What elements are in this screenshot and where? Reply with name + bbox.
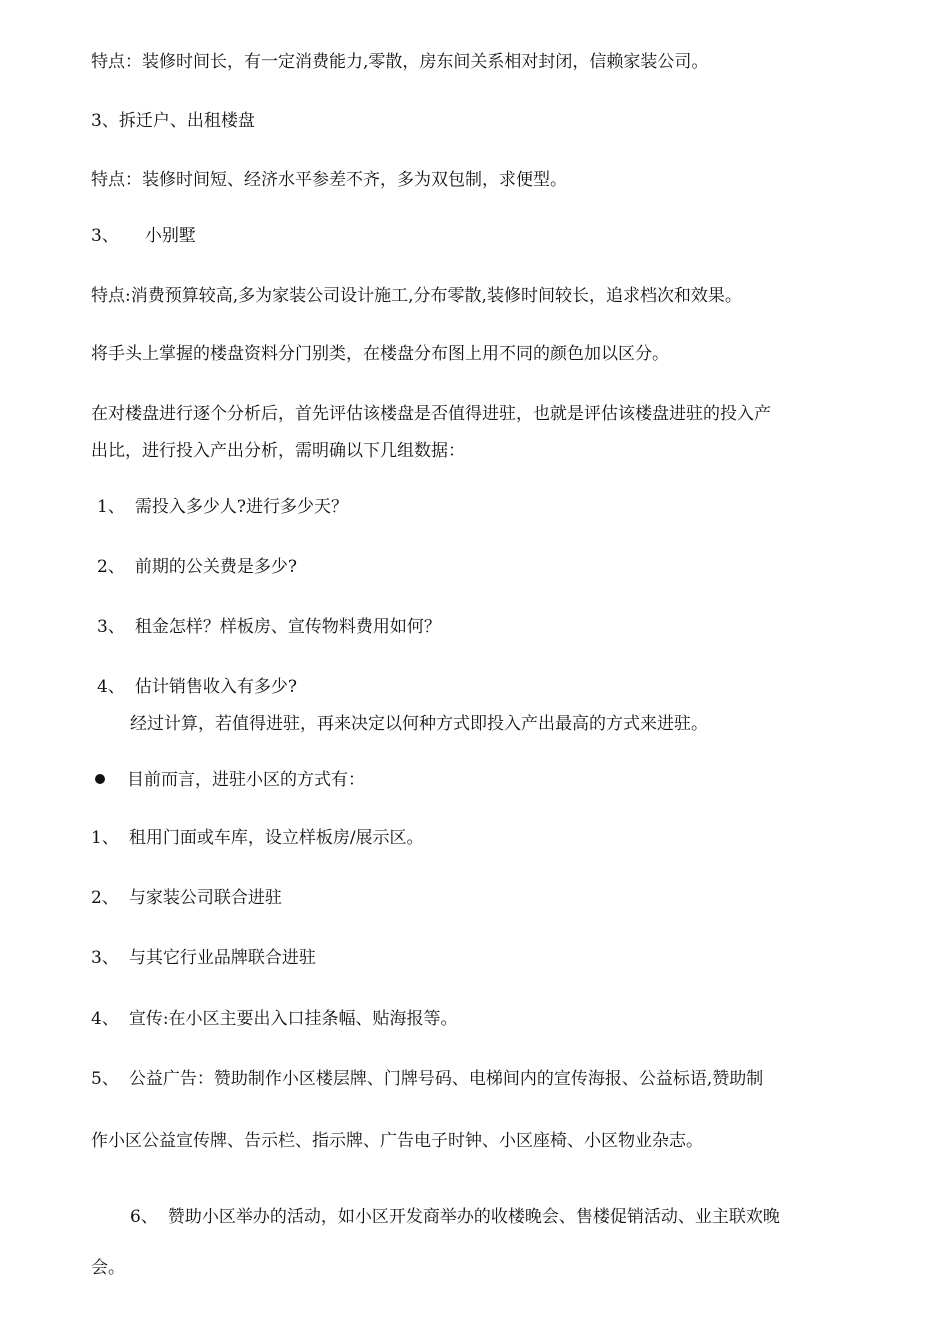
- bullet-text: 目前而言，进驻小区的方式有：: [127, 770, 365, 790]
- question-text: 前期的公关费是多少?: [134, 557, 297, 577]
- question-number: 2、: [97, 557, 125, 577]
- heading-villa: [91, 224, 196, 248]
- question-item: [97, 675, 297, 699]
- heading-number: 3、: [91, 226, 119, 246]
- paragraph-feature-1: 特点：装修时间长，有一定消费能力,零散，房东间关系相对封闭，信赖家装公司。: [91, 52, 709, 72]
- method-item: [130, 1205, 780, 1229]
- bullet-dot-icon: [95, 774, 105, 784]
- method-item-continuation: 会。: [91, 1258, 125, 1278]
- method-number: 2、: [91, 888, 119, 908]
- bullet-item: [91, 768, 365, 792]
- paragraph-classification: 将手头上掌握的楼盘资料分门别类，在楼盘分布图上用不同的颜色加以区分。: [91, 344, 669, 364]
- question-item: [97, 615, 441, 639]
- method-text: 宣传:在小区主要出入口挂条幅、贴海报等。: [128, 1009, 458, 1029]
- method-number: 6、: [130, 1207, 158, 1227]
- method-number: 1、: [91, 828, 119, 848]
- method-text: 与家装公司联合进驻: [128, 888, 282, 908]
- question-number: 1、: [97, 497, 125, 517]
- method-number: 4、: [91, 1009, 119, 1029]
- paragraph-decision: 经过计算，若值得进驻，再来决定以何种方式即投入产出最高的方式来进驻。: [130, 714, 708, 734]
- method-text: 租用门面或车库，设立样板房/展示区。: [128, 828, 424, 848]
- question-text: 租金怎样？样板房、宣传物料费用如何？: [134, 617, 441, 637]
- method-text: 赞助小区举办的活动，如小区开发商举办的收楼晚会、售楼促销活动、业主联欢晚: [167, 1207, 780, 1227]
- method-text: 公益广告：赞助制作小区楼层牌、门牌号码、电梯间内的宣传海报、公益标语,赞助制: [128, 1069, 764, 1089]
- paragraph-feature-2: 特点：装修时间短、经济水平参差不齐，多为双包制，求便型。: [91, 170, 567, 190]
- heading-demolition: [91, 109, 255, 133]
- question-text: 需投入多少人?进行多少天？: [134, 497, 348, 517]
- method-item: [91, 1067, 763, 1091]
- method-item: [91, 946, 316, 970]
- heading-number: 3、: [91, 111, 119, 131]
- method-item-continuation: 作小区公益宣传牌、告示栏、指示牌、广告电子时钟、小区座椅、小区物业杂志。: [91, 1131, 703, 1151]
- method-text: 与其它行业品牌联合进驻: [128, 948, 316, 968]
- heading-text: 拆迁户、出租楼盘: [118, 111, 255, 131]
- question-number: 4、: [97, 677, 125, 697]
- paragraph-analysis-line-2: 出比，进行投入产出分析，需明确以下几组数据：: [91, 441, 465, 461]
- question-item: [97, 555, 297, 579]
- method-number: 5、: [91, 1069, 119, 1089]
- paragraph-feature-3: 特点:消费预算较高,多为家装公司设计施工,分布零散,装修时间较长，追求档次和效果。: [91, 286, 742, 306]
- question-number: 3、: [97, 617, 125, 637]
- method-item: [91, 826, 424, 850]
- method-item: [91, 886, 282, 910]
- heading-text: 小别墅: [144, 226, 196, 246]
- paragraph-analysis-line-1: 在对楼盘进行逐个分析后，首先评估该楼盘是否值得进驻，也就是评估该楼盘进驻的投入产: [91, 404, 771, 424]
- question-text: 估计销售收入有多少?: [134, 677, 297, 697]
- method-item: [91, 1007, 458, 1031]
- question-item: [97, 495, 348, 519]
- method-number: 3、: [91, 948, 119, 968]
